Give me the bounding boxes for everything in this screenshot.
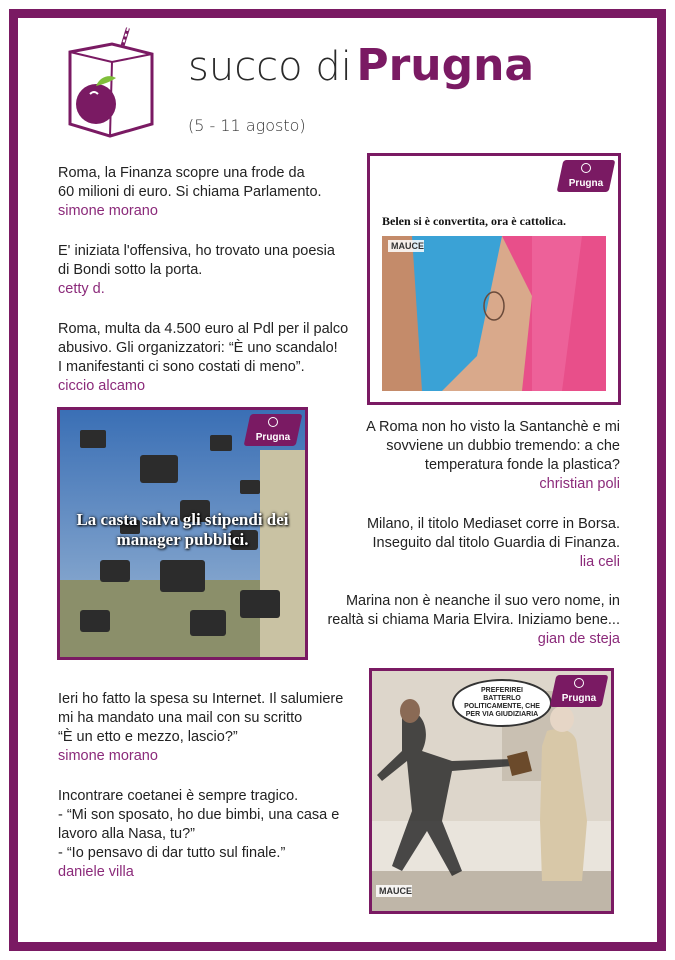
- quote-text: Ieri ho fatto la spesa su Internet. Il salumiere mi ha mandato una mail con su scritto “È un etto e mezzo, lascio?”: [58, 691, 344, 745]
- title-bold: Prugna: [356, 40, 535, 91]
- quote-text: Incontrare coetanei è sempre tragico. - “Mi son sposato, ho due bimbi, una casa e lavoro alla Nasa, tu?” - “Io pensavo di dar tutto sul finale.”: [58, 788, 340, 861]
- quote-author: lia celi: [579, 554, 620, 570]
- plum-icon: [581, 163, 591, 173]
- quote-4: [322, 418, 620, 494]
- quote-text: Milano, il titolo Mediaset corre in Borsa. Inseguito dal titolo Guardia di Finanza.: [366, 516, 620, 551]
- panel-caption: La casta salva gli stipendi dei manager pubblici.: [76, 510, 289, 549]
- juice-box-logo-icon: [60, 24, 160, 142]
- quote-author: ciccio alcamo: [58, 378, 146, 394]
- quote-6: [322, 592, 620, 649]
- quote-author: christian poli: [539, 476, 620, 492]
- plum-icon: [268, 417, 278, 427]
- date-range: (5 - 11 agosto): [188, 116, 306, 135]
- page-title: [188, 40, 534, 91]
- watermark: MAUCE: [379, 886, 412, 896]
- plum-icon: [574, 678, 584, 688]
- quote-7: [58, 690, 358, 766]
- quote-text: Roma, multa da 4.500 euro al Pdl per il palco abusivo. Gli organizzatori: “È uno scandalo! I manifestanti ci sono costati di meno”.: [58, 321, 349, 375]
- bubble-text: PREFERIREI BATTERLO POLITICAMENTE, CHE PER VIA GIUDIZIARIA: [464, 687, 540, 718]
- quote-author: simone morano: [58, 203, 158, 219]
- image-panel-bag-snatch: [369, 668, 614, 914]
- image-panel-casta: [57, 407, 308, 660]
- prugna-badge: Prugna: [560, 160, 612, 192]
- quote-text: Marina non è neanche il suo vero nome, in realtà si chiama Maria Elvira. Iniziamo bene...: [327, 593, 620, 628]
- quote-text: A Roma non ho visto la Santanchè e mi sovviene un dubbio tremendo: a che temperatura fonde la plastica?: [366, 419, 620, 473]
- prugna-badge: Prugna: [247, 414, 299, 446]
- quote-author: cetty d.: [58, 281, 105, 297]
- prugna-badge: Prugna: [553, 675, 605, 707]
- quote-author: gian de steja: [537, 631, 620, 647]
- quote-author: simone morano: [58, 748, 158, 764]
- title-light: succo di: [188, 44, 352, 90]
- photo-dress-image: [382, 236, 606, 391]
- quote-1: [58, 164, 358, 221]
- quote-text: Roma, la Finanza scopre una frode da 60 milioni di euro. Si chiama Parlamento.: [58, 165, 322, 200]
- watermark: MAUCE: [391, 241, 424, 251]
- quote-text: E' iniziata l'offensiva, ho trovato una poesia di Bondi sotto la porta.: [58, 243, 335, 278]
- quote-author: daniele villa: [58, 864, 134, 880]
- quote-8: [58, 787, 358, 882]
- panel-caption: Belen si è convertita, ora è cattolica.: [382, 214, 566, 228]
- quote-2: [58, 242, 358, 299]
- speech-bubble: [452, 679, 552, 727]
- quote-3: [58, 320, 358, 396]
- quote-5: [322, 515, 620, 572]
- image-panel-belen: [367, 153, 621, 405]
